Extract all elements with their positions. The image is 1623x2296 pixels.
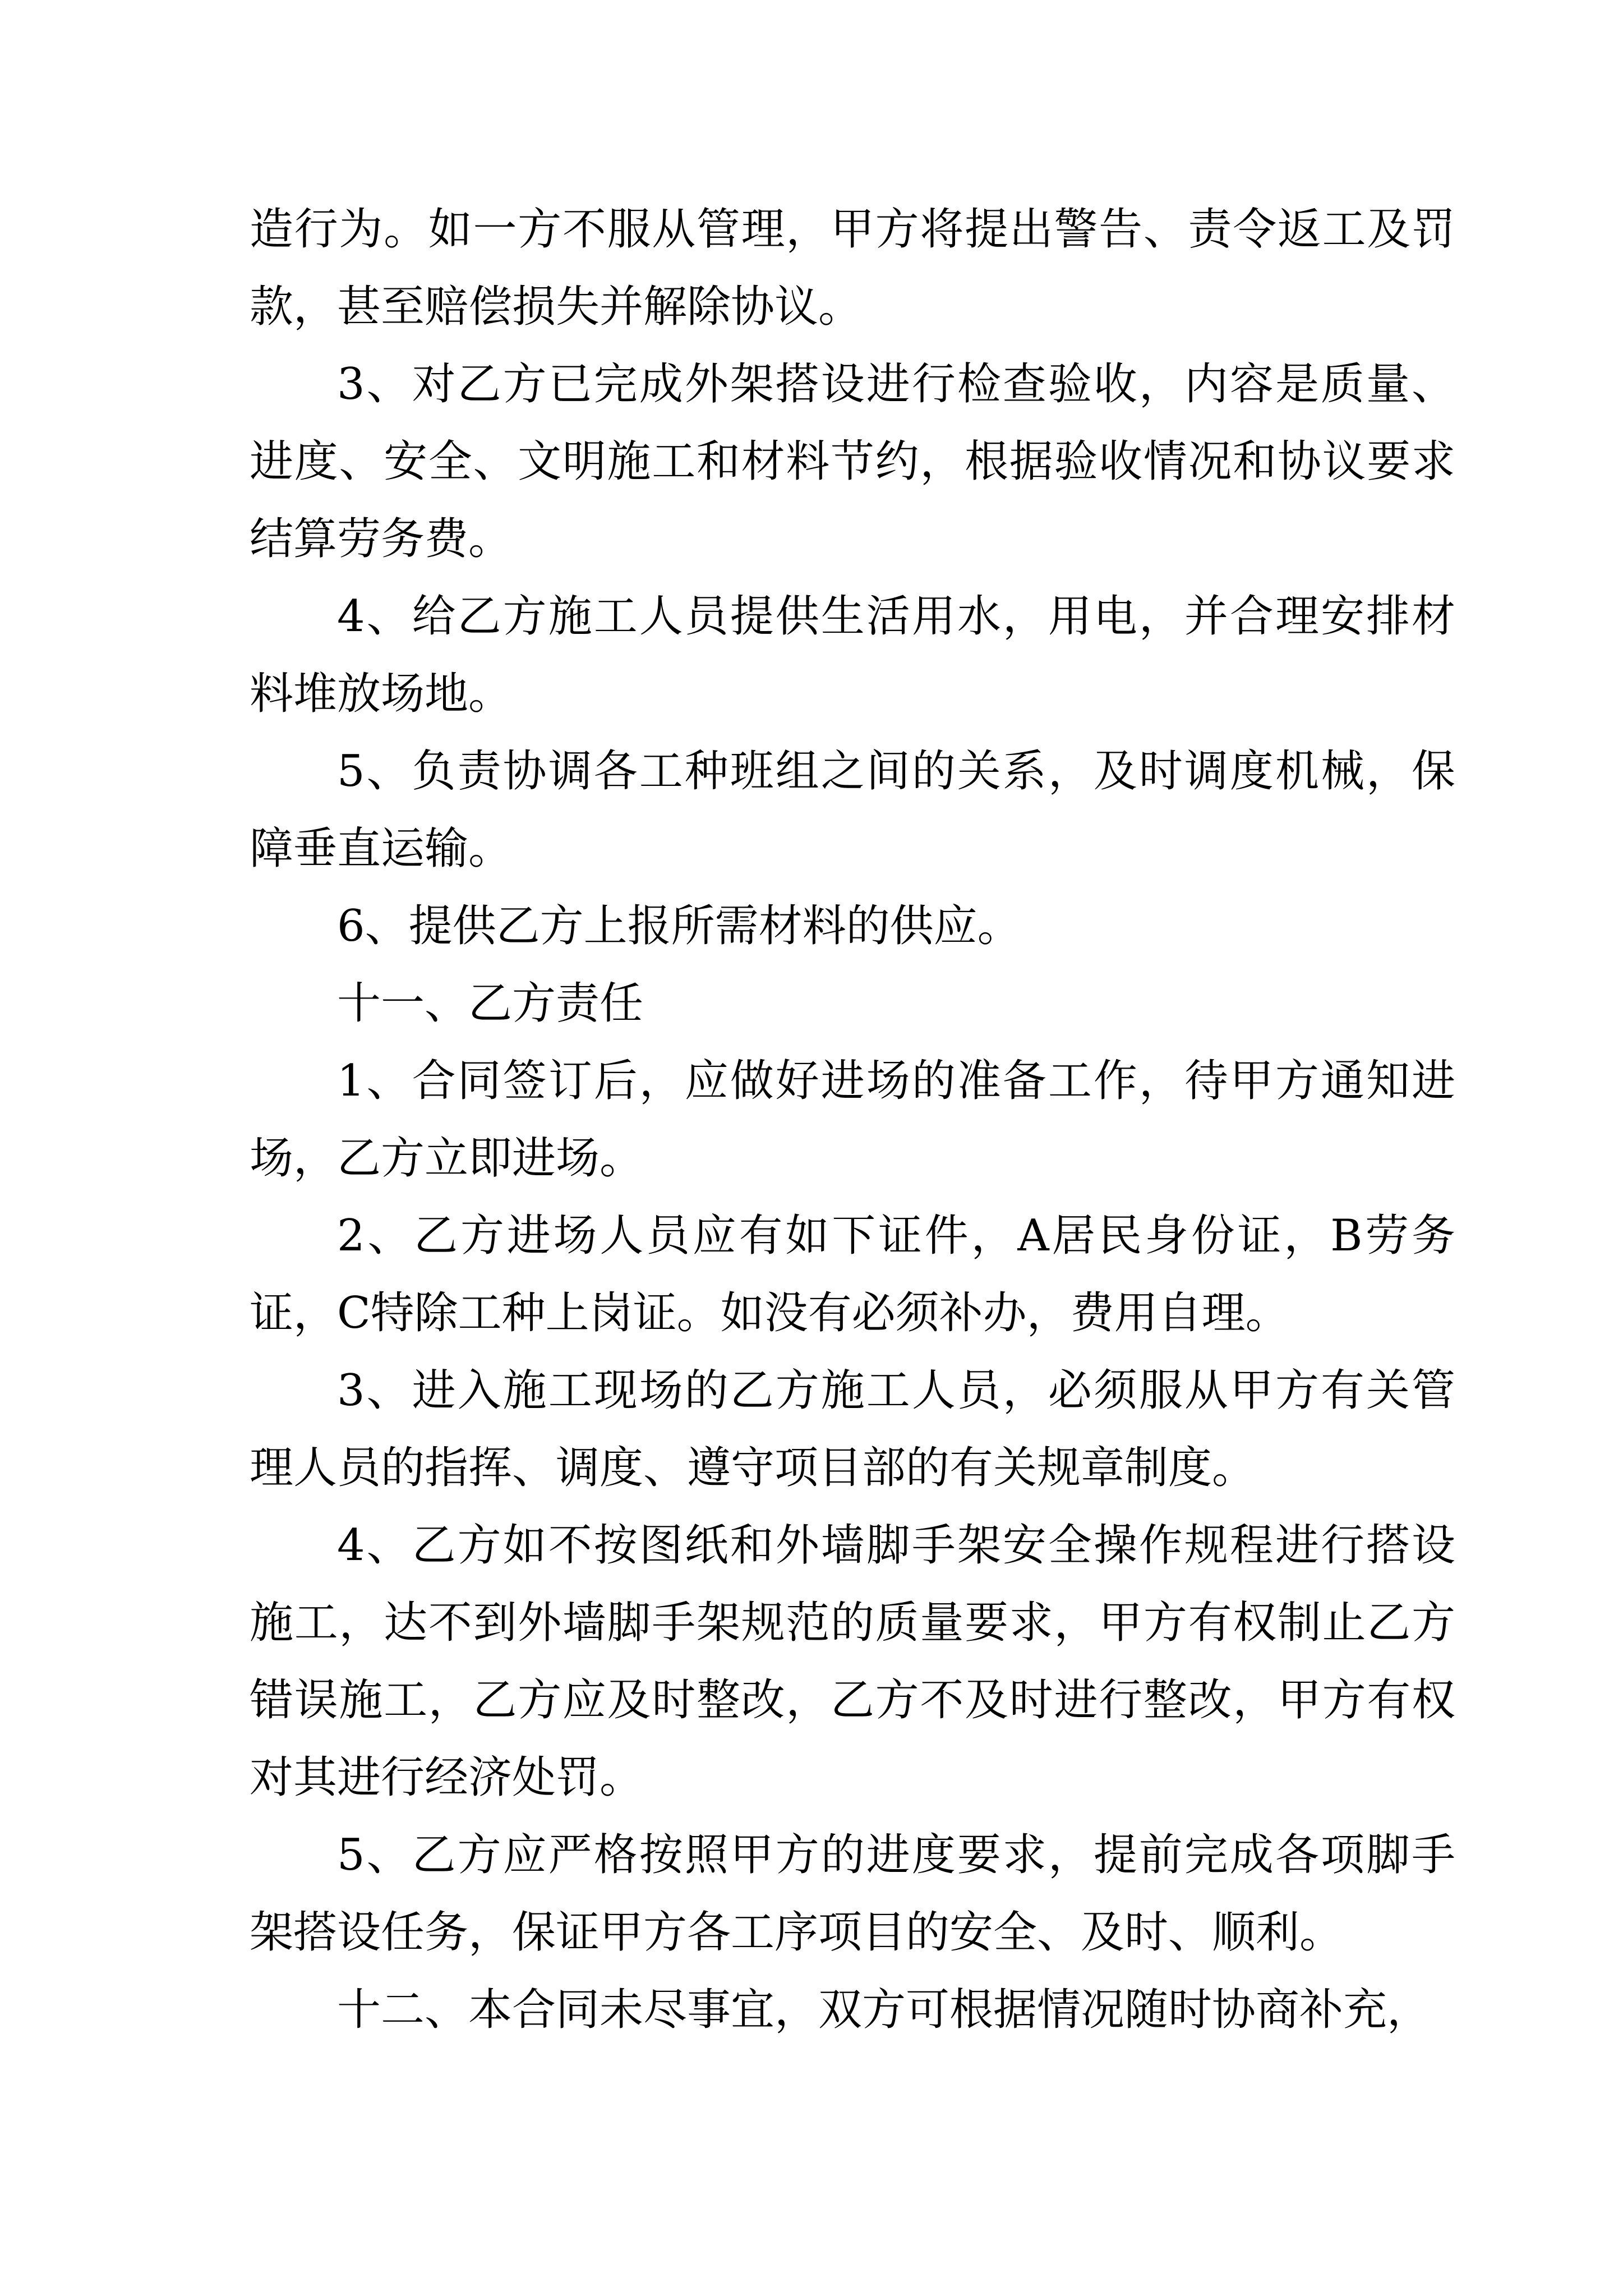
- document-body: [250, 191, 1455, 2049]
- section-heading-12: 十二、本合同未尽事宜，双方可根据情况随时协商补充，: [337, 1985, 1431, 2035]
- paragraph-b-clause-2: 2、乙方进场人员应有如下证件，A居民身份证，B劳务证，C特除工种上岗证。如没有必须补办，费用自理。: [250, 1211, 1455, 1338]
- paragraph-clause-4-utilities: 4、给乙方施工人员提供生活用水，用电，并合理安排材料堆放场地。: [250, 591, 1455, 719]
- paragraph-b-clause-1: 1、合同签订后，应做好进场的准备工作，待甲方通知进场，乙方立即进场。: [250, 1056, 1455, 1184]
- paragraph-clause-3-inspection: 3、对乙方已完成外架搭设进行检查验收，内容是质量、进度、安全、文明施工和材料节约，根据验收情况和协议要求结算劳务费。: [250, 359, 1455, 564]
- paragraph-continuation: 造行为。如一方不服从管理，甲方将提出警告、责令返工及罚款，甚至赔偿损失并解除协议。: [250, 204, 1455, 332]
- paragraph-clause-5-coordination: 5、负责协调各工种班组之间的关系，及时调度机械，保障垂直运输。: [250, 746, 1455, 874]
- paragraph-clause-6-supply: 6、提供乙方上报所需材料的供应。: [337, 901, 1021, 951]
- paragraph-b-clause-5: 5、乙方应严格按照甲方的进度要求，提前完成各项脚手架搭设任务，保证甲方各工序项目的安全、及时、顺利。: [250, 1830, 1455, 1958]
- paragraph-b-clause-4: 4、乙方如不按图纸和外墙脚手架安全操作规程进行搭设施工，达不到外墙脚手架规范的质量要求，甲方有权制止乙方错误施工，乙方应及时整改，乙方不及时进行整改，甲方有权对其进行经济处罚。: [250, 1520, 1455, 1803]
- paragraph-b-clause-3: 3、进入施工现场的乙方施工人员，必须服从甲方有关管理人员的指挥、调度、遵守项目部的有关规章制度。: [250, 1365, 1455, 1493]
- section-heading-11: 十一、乙方责任: [337, 978, 644, 1029]
